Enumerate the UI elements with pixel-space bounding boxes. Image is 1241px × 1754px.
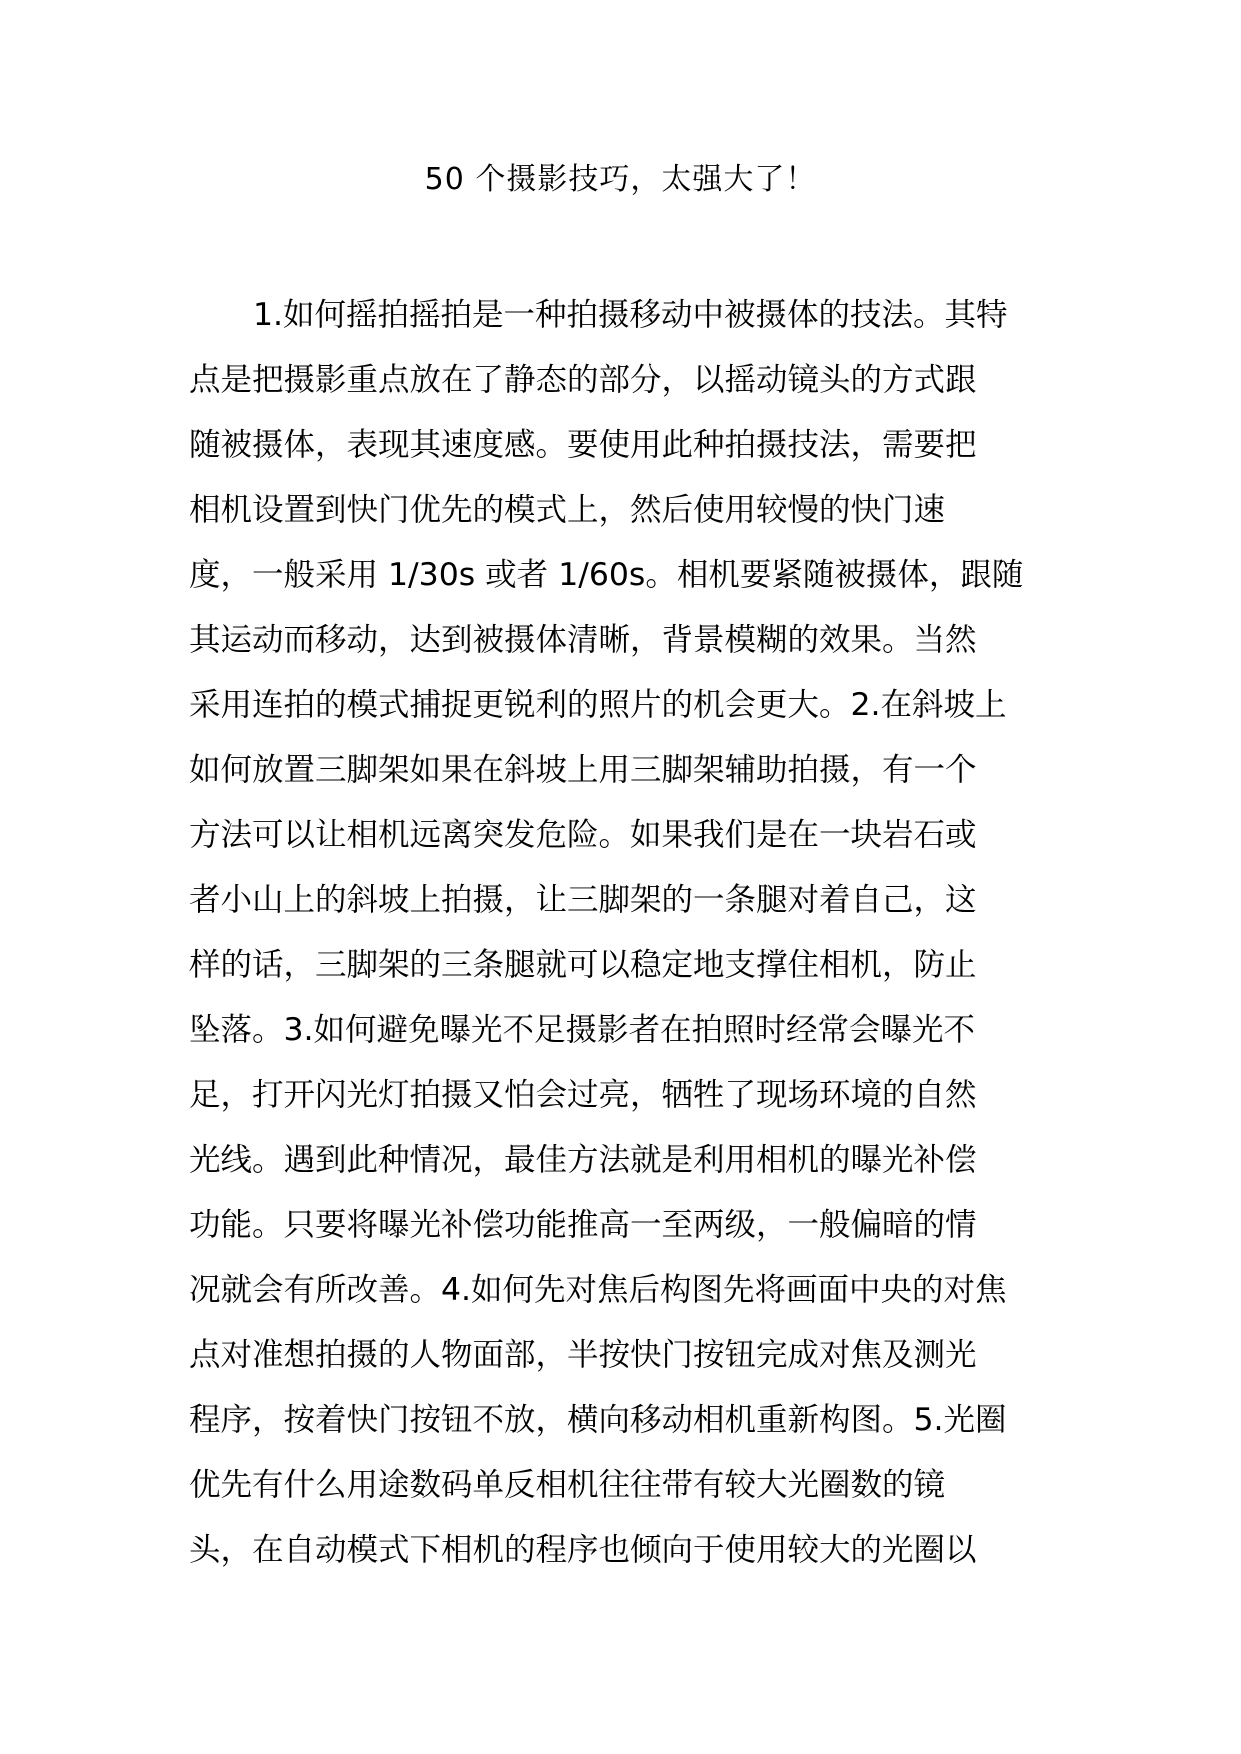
- body-line: 足，打开闪光灯拍摄又怕会过亮，牺牲了现场环境的自然: [189, 1077, 977, 1113]
- body-line: 况就会有所改善。4.如何先对焦后构图先将画面中央的对焦: [189, 1272, 1007, 1308]
- body-line: 样的话，三脚架的三条腿就可以稳定地支撑住相机，防止: [189, 947, 977, 983]
- body-line: 度，一般采用 1/30s 或者 1/60s。相机要紧随被摄体，跟随: [189, 557, 1024, 593]
- body-line: 相机设置到快门优先的模式上，然后使用较慢的快门速: [189, 492, 946, 528]
- body-line: 光线。遇到此种情况，最佳方法就是利用相机的曝光补偿: [189, 1142, 977, 1178]
- document-body: [189, 283, 1069, 1583]
- body-line: 随被摄体，表现其速度感。要使用此种拍摄技法，需要把: [189, 427, 977, 463]
- body-line: 方法可以让相机远离突发危险。如果我们是在一块岩石或: [189, 817, 977, 853]
- body-line: 采用连拍的模式捕捉更锐利的照片的机会更大。2.在斜坡上: [189, 687, 1007, 723]
- body-line: 程序，按着快门按钮不放，横向移动相机重新构图。5.光圈: [189, 1402, 1007, 1438]
- body-line: 点是把摄影重点放在了静态的部分，以摇动镜头的方式跟: [189, 362, 977, 398]
- body-line: 点对准想拍摄的人物面部，半按快门按钮完成对焦及测光: [189, 1337, 977, 1373]
- body-line: 优先有什么用途数码单反相机往往带有较大光圈数的镜: [189, 1467, 946, 1503]
- body-line: 1.如何摇拍摇拍是一种拍摄移动中被摄体的技法。其特: [253, 297, 1008, 333]
- body-line: 其运动而移动，达到被摄体清晰，背景模糊的效果。当然: [189, 622, 977, 658]
- body-line: 坠落。3.如何避免曝光不足摄影者在拍照时经常会曝光不: [189, 1012, 976, 1048]
- body-line: 头，在自动模式下相机的程序也倾向于使用较大的光圈以: [189, 1532, 977, 1568]
- body-line: 者小山上的斜坡上拍摄，让三脚架的一条腿对着自己，这: [189, 882, 977, 918]
- document-title: 50 个摄影技巧，太强大了！: [424, 162, 817, 197]
- body-line: 如何放置三脚架如果在斜坡上用三脚架辅助拍摄，有一个: [189, 752, 977, 788]
- body-line: 功能。只要将曝光补偿功能推高一至两级，一般偏暗的情: [189, 1207, 977, 1243]
